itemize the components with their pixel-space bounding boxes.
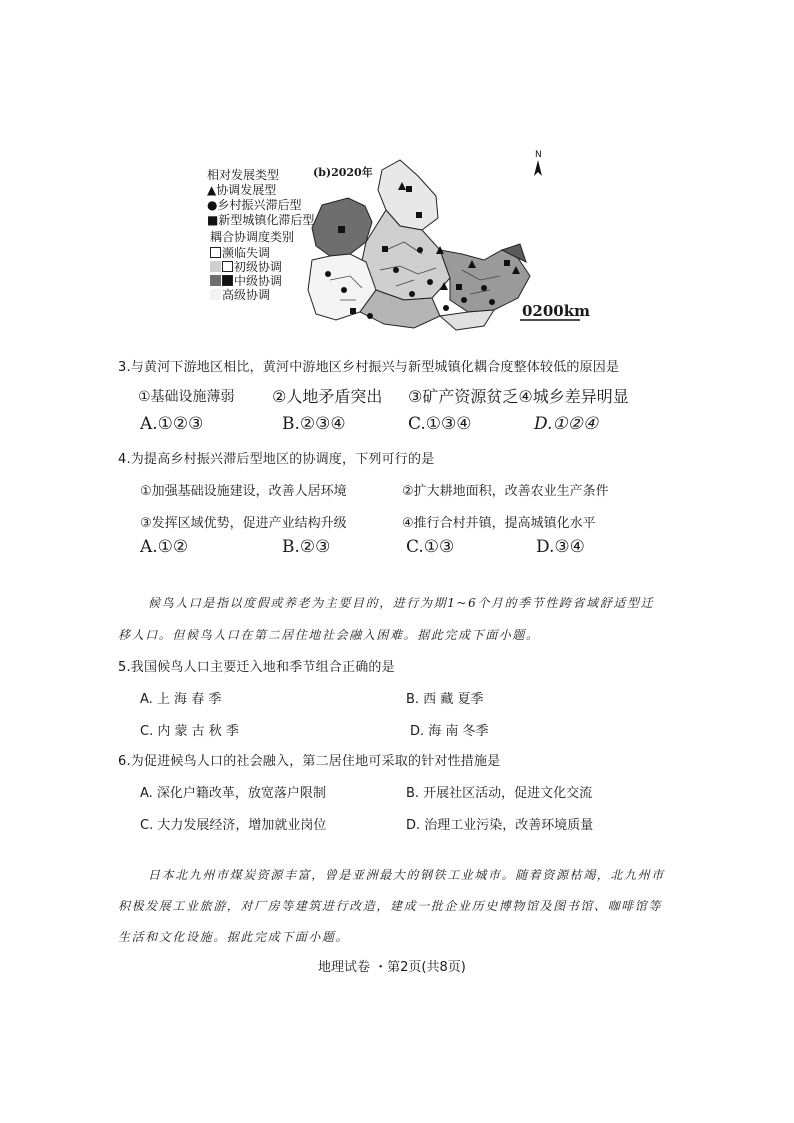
swatch-icon (210, 289, 221, 300)
legend-coupling-item (210, 288, 270, 302)
swatch-icon (210, 275, 221, 286)
north-label: N (535, 150, 542, 160)
q4-stem: 4.为提高乡村振兴滞后型地区的协调度，下列可行的是 (118, 452, 435, 467)
map-figure (200, 150, 600, 335)
map-region-east (440, 250, 530, 312)
legend-coupling-item (210, 260, 282, 274)
q5-stem: 5.我国候鸟人口主要迁入地和季节组合正确的是 (118, 660, 395, 675)
q5-choice-c[interactable]: C. 内 蒙 古 秋 季 (140, 724, 239, 739)
swatch-icon (222, 261, 233, 272)
swatch-icon (222, 275, 233, 286)
q5-choice-d[interactable]: D. 海 南 冬季 (410, 724, 489, 739)
swatch-icon (210, 247, 221, 258)
legend-item-coordinated (207, 183, 276, 197)
q4-statement-2: ②扩大耕地面积，改善农业生产条件 (402, 484, 609, 499)
passage1-line-2: 移人口。但候鸟人口在第二居住地社会融入困难。据此完成下面小题。 (118, 628, 540, 642)
legend-label: 乡村振兴滞后型 (217, 198, 302, 212)
q6-choice-b[interactable]: B. 开展社区活动，促进文化交流 (406, 786, 593, 801)
q5-choice-b[interactable]: B. 西 藏 夏季 (406, 692, 484, 707)
q4-choice-d[interactable]: D.③④ (536, 537, 585, 557)
q4-choice-a[interactable]: A.①② (140, 537, 189, 557)
legend-item-urban-lag (207, 213, 314, 227)
passage1-line-1: 候鸟人口是指以度假或养老为主要目的，进行为期1~6个月的季节性跨省域舒适型迁 (148, 596, 655, 610)
triangle-icon: ▲ (207, 183, 217, 197)
q6-choice-c[interactable]: C. 大力发展经济，增加就业岗位 (140, 818, 327, 833)
legend-coupling-item (210, 246, 270, 260)
q3-choice-a[interactable]: A.①②③ (140, 414, 204, 434)
map-panel-label: (b)2020年 (313, 166, 373, 179)
q6-choice-d[interactable]: D. 治理工业污染，改善环境质量 (406, 818, 594, 833)
q4-statement-3: ③发挥区域优势，促进产业结构升级 (140, 516, 347, 531)
q3-choice-b[interactable]: B.②③④ (282, 414, 346, 434)
legend-label: 协调发展型 (216, 183, 277, 197)
q4-statement-4: ④推行合村并镇，提高城镇化水平 (402, 516, 596, 531)
q3-statement-1: ①基础设施薄弱 (138, 389, 235, 405)
q5-choice-a[interactable]: A. 上 海 春 季 (140, 692, 222, 707)
q4-choice-b[interactable]: B.②③ (282, 537, 331, 557)
passage2-line-1: 日本北九州市煤炭资源丰富，曾是亚洲最大的钢铁工业城市。随着资源枯竭，北九州市 (148, 868, 665, 882)
legend-coupling-title: 耦合协调度类别 (210, 230, 295, 244)
legend-title: 相对发展类型 (207, 168, 280, 182)
legend-label: 高级协调 (222, 288, 271, 302)
map-region-southeast (440, 310, 494, 330)
q3-statement-2: ②人地矛盾突出 (272, 387, 383, 406)
square-icon: ■ (207, 213, 219, 227)
q3-stem: 3.与黄河下游地区相比，黄河中游地区乡村振兴与新型城镇化耦合度整体较低的原因是 (118, 360, 620, 375)
q3-choice-d[interactable]: D.①②④ (534, 414, 599, 434)
q6-stem: 6.为促进候鸟人口的社会融入，第二居住地可采取的针对性措施是 (118, 754, 501, 769)
circle-icon: ● (207, 198, 218, 212)
legend-label: 初级协调 (234, 260, 283, 274)
legend-label: 新型城镇化滞后型 (218, 213, 315, 227)
q3-statement-3-4: ③矿产资源贫乏④城乡差异明显 (408, 387, 629, 406)
passage2-line-2: 积极发展工业旅游，对厂房等建筑进行改造，建成一批企业历史博物馆及图书馆、咖啡馆等 (118, 899, 663, 913)
q6-choice-a[interactable]: A. 深化户籍改革，放宽落户限制 (140, 786, 326, 801)
page-footer: 地理试卷 ・第2页(共8页) (318, 960, 466, 975)
north-arrow-icon (534, 160, 542, 176)
q3-choice-c[interactable]: C.①③④ (408, 414, 472, 434)
legend-label: 濒临失调 (222, 246, 271, 260)
scale-label: 0200km (522, 302, 591, 320)
q4-choice-c[interactable]: C.①③ (406, 537, 455, 557)
legend-item-rural-lag (207, 198, 302, 212)
q4-statement-1: ①加强基础设施建设，改善人居环境 (140, 484, 347, 499)
legend-label: 中级协调 (234, 274, 283, 288)
swatch-icon (210, 261, 221, 272)
passage2-line-3: 生活和文化设施。据此完成下面小题。 (118, 930, 350, 944)
legend-coupling-item (210, 274, 282, 288)
